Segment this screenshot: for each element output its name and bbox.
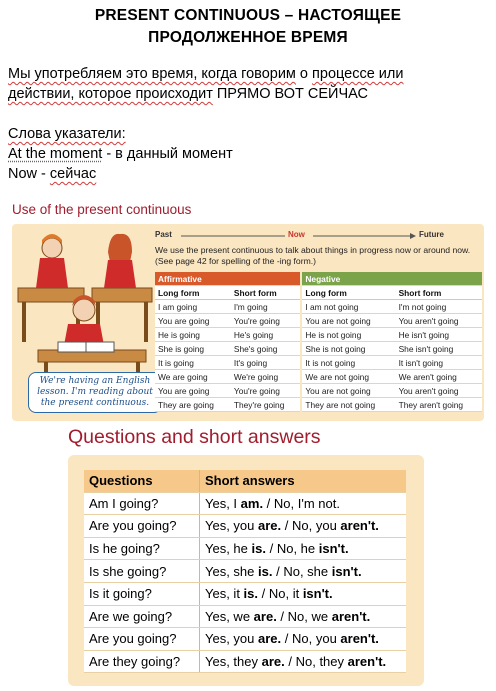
table-row (84, 605, 406, 628)
cell: He isn't going (396, 328, 482, 342)
cell: You are not going (301, 384, 395, 398)
negative-header: Negative (301, 272, 482, 286)
cell: She isn't going (396, 342, 482, 356)
col-short-answers: Short answers (200, 470, 407, 492)
question-cell: Are we going? (84, 605, 200, 628)
cell: I am going (155, 300, 231, 314)
intro-text-1: Мы употребляем это время, когда говорим (8, 66, 296, 82)
intro-text-3: процессе или (312, 66, 404, 82)
answer-cell: Yes, they are. / No, they aren't. (200, 650, 407, 673)
questions-panel (68, 455, 424, 686)
table-row (155, 314, 482, 328)
section-questions-heading: Questions and short answers (68, 426, 321, 448)
col-neg-long: Long form (301, 286, 395, 300)
timeline (155, 230, 480, 242)
title-line-1: PRESENT CONTINUOUS – НАСТОЯЩЕЕ (94, 7, 402, 24)
questions-table (84, 470, 406, 673)
answer-cell: Yes, I am. / No, I'm not. (200, 492, 407, 515)
cell: They are not going (301, 398, 395, 412)
indicator-meaning-1: - в данный момент (102, 146, 233, 162)
answer-cell: Yes, it is. / No, it isn't. (200, 582, 407, 605)
question-cell: Are you going? (84, 628, 200, 651)
table-row (84, 537, 406, 560)
question-cell: Is he going? (84, 537, 200, 560)
cell: You are not going (301, 314, 395, 328)
indicator-meaning-2: сейчас (49, 166, 97, 182)
cell: She's going (231, 342, 301, 356)
table-row (84, 492, 406, 515)
timeline-now: Now (288, 230, 305, 239)
col-questions: Questions (84, 470, 200, 492)
intro-text-4: действии, которое происходит (8, 86, 213, 102)
intro-paragraph (8, 64, 488, 104)
table-row (155, 384, 482, 398)
question-cell: Are you going? (84, 515, 200, 538)
indicators-heading: Слова указатели: (8, 126, 126, 142)
cell: I am not going (301, 300, 395, 314)
table-row (84, 650, 406, 673)
cell: It is not going (301, 356, 395, 370)
use-description: We use the present continuous to talk about things in progress now or around now. (See page 42 for spelling of the -ing form.) (155, 245, 471, 266)
answer-cell: Yes, she is. / No, she isn't. (200, 560, 407, 583)
table-row (84, 582, 406, 605)
indicator-term-1: At the moment (8, 146, 103, 162)
cell: We aren't going (396, 370, 482, 384)
table-row (155, 300, 482, 314)
table-row (155, 328, 482, 342)
cell: I'm not going (396, 300, 482, 314)
question-cell: Am I going? (84, 492, 200, 515)
cell: We are not going (301, 370, 395, 384)
table-row (84, 515, 406, 538)
cell: He is not going (301, 328, 395, 342)
table-row (84, 560, 406, 583)
page-title (0, 5, 496, 49)
table-row (155, 342, 482, 356)
affirmative-header: Affirmative (155, 272, 301, 286)
answer-cell: Yes, he is. / No, he isn't. (200, 537, 407, 560)
table-row (155, 398, 482, 412)
cell: You're going (231, 314, 301, 328)
title-line-2: ПРОДОЛЖЕННОЕ ВРЕМЯ (148, 29, 348, 46)
cell: They aren't going (396, 398, 482, 412)
question-cell: Are they going? (84, 650, 200, 673)
indicators-block (8, 124, 488, 184)
cell: She is not going (301, 342, 395, 356)
cell: We're going (231, 370, 301, 384)
intro-text-2: о (295, 66, 313, 82)
table-row (155, 356, 482, 370)
timeline-future: Future (419, 230, 444, 239)
col-aff-long: Long form (155, 286, 231, 300)
cell: It isn't going (396, 356, 482, 370)
cell: He's going (231, 328, 301, 342)
section-use-heading: Use of the present continuous (12, 202, 192, 217)
forms-table (155, 272, 482, 412)
cell: She is going (155, 342, 231, 356)
cell: He is going (155, 328, 231, 342)
question-cell: Is it going? (84, 582, 200, 605)
col-aff-short: Short form (231, 286, 301, 300)
cell: I'm going (231, 300, 301, 314)
indicator-term-2: Now - (8, 166, 50, 182)
cell: They're going (231, 398, 301, 412)
cell: You're going (231, 384, 301, 398)
answer-cell: Yes, you are. / No, you aren't. (200, 515, 407, 538)
cell: You aren't going (396, 314, 482, 328)
question-cell: Is she going? (84, 560, 200, 583)
answer-cell: Yes, we are. / No, we aren't. (200, 605, 407, 628)
speech-bubble: We're having an English lesson. I'm reading about the present continuous. (28, 372, 162, 413)
cell: We are going (155, 370, 231, 384)
cell: It's going (231, 356, 301, 370)
answer-cell: Yes, you are. / No, you aren't. (200, 628, 407, 651)
intro-text-5: ПРЯМО ВОТ СЕЙЧАС (212, 86, 368, 102)
cell: You are going (155, 314, 231, 328)
cell: They are going (155, 398, 231, 412)
cell: You aren't going (396, 384, 482, 398)
table-row (84, 628, 406, 651)
table-row (155, 370, 482, 384)
timeline-past: Past (155, 230, 172, 239)
cell: You are going (155, 384, 231, 398)
present-continuous-panel (12, 224, 484, 421)
col-neg-short: Short form (396, 286, 482, 300)
cell: It is going (155, 356, 231, 370)
